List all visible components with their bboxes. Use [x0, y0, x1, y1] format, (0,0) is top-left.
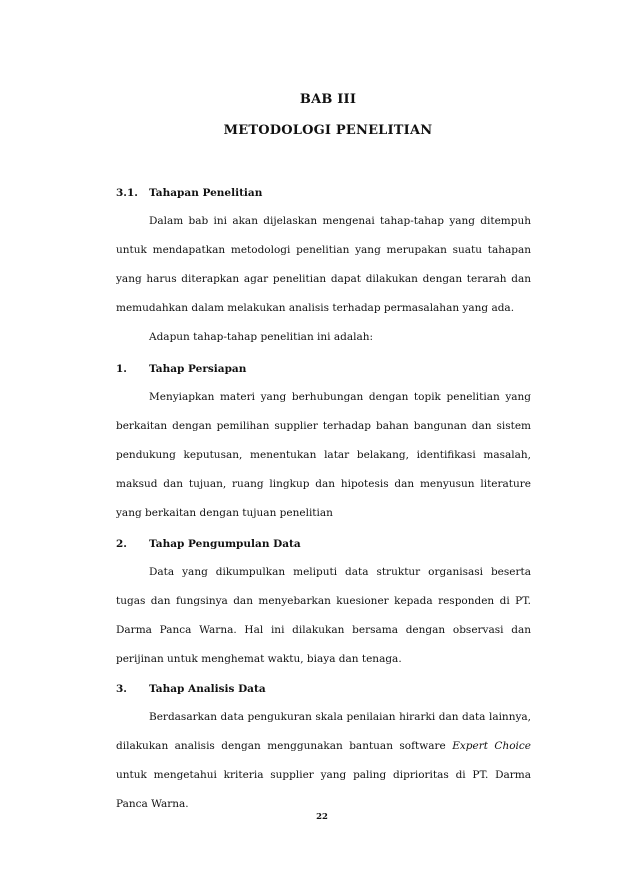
stage-2-title: Tahap Pengumpulan Data	[149, 538, 301, 550]
stage-1-title: Tahap Persiapan	[149, 363, 247, 375]
section-title: Tahapan Penelitian	[149, 187, 263, 199]
stage-2-number: 2.	[116, 538, 127, 550]
stages-intro: Adapun tahap-tahap penelitian ini adalah:	[149, 331, 374, 343]
stage-1-body: Menyiapkan materi yang berhubungan dengan topik penelitian yang berkaitan dengan pemilihan supplier terhadap bahan bangunan dan sistem pendukung keputusan, menentukan latar belakang, identifikasi masalah, maksud dan tujuan, ruang lingkup dan hipotesis dan menyusun literature yang berkaitan dengan tujuan penelitian	[116, 391, 531, 519]
intro-paragraph: Dalam bab ini akan dijelaskan mengenai tahap-tahap yang ditempuh untuk mendapatkan metodologi penelitian yang merupakan suatu tahapan yang harus diterapkan agar penelitian dapat dilakukan dengan terarah dan memudahkan dalam melakukan analisis terhadap permasalahan yang ada.	[116, 215, 531, 314]
section-number: 3.1.	[116, 187, 138, 199]
chapter-title: METODOLOGI PENELITIAN	[223, 123, 433, 138]
chapter-number: BAB III	[299, 92, 357, 107]
stage-1-number: 1.	[116, 363, 127, 375]
stage-3-number: 3.	[116, 683, 127, 695]
page-number: 22	[316, 812, 328, 822]
stage-3-title: Tahap Analisis Data	[149, 683, 266, 695]
stage-3-body	[116, 703, 531, 819]
stage-3-body-after: untuk mengetahui kriteria supplier yang paling diprioritas di PT. Darma Panca Warna.	[116, 769, 531, 810]
stage-3-software-name: Expert Choice	[452, 740, 532, 752]
stage-3-body-before: Berdasarkan data pengukuran skala penilaian hirarki dan data lainnya, dilakukan analisis dengan menggunakan bantuan software	[116, 711, 531, 752]
stage-2-body: Data yang dikumpulkan meliputi data struktur organisasi beserta tugas dan fungsinya dan menyebarkan kuesioner kepada responden di PT. Darma Panca Warna. Hal ini dilakukan bersama dengan observasi dan perijinan untuk menghemat waktu, biaya dan tenaga.	[116, 566, 531, 665]
